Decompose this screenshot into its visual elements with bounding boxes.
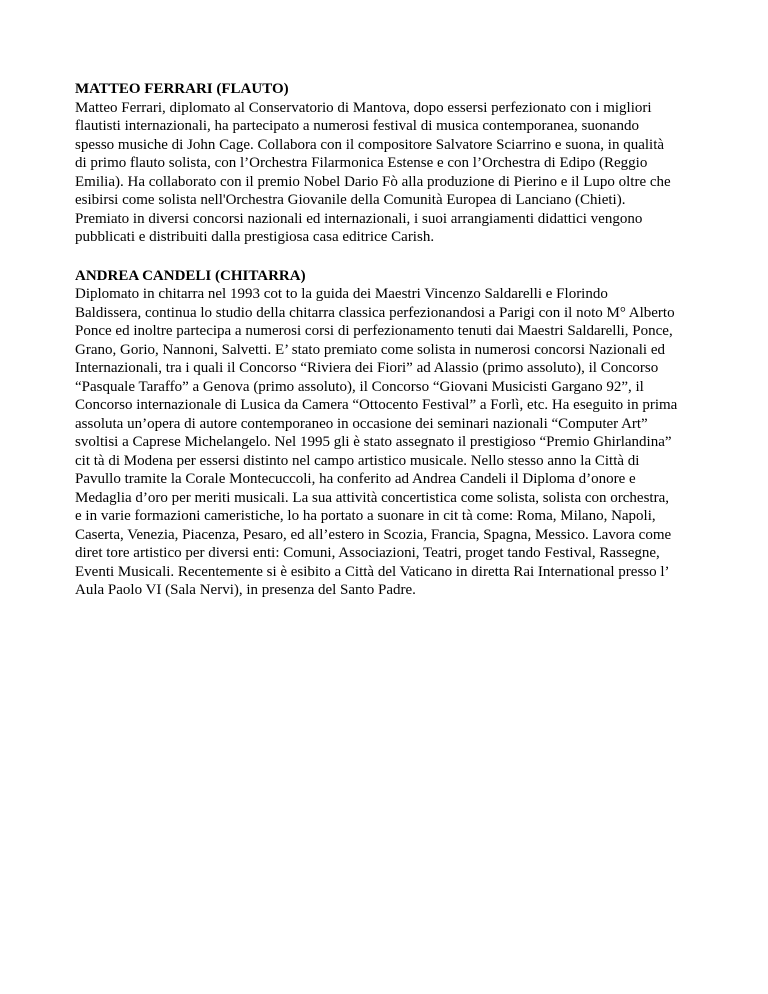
text-line: svoltisi a Caprese Michelangelo. Nel 1995 gli è stato assegnato il prestigioso “Premio Ghirlandina”	[75, 434, 672, 450]
text-line: “Pasquale Taraffo” a Genova (primo assoluto), il Concorso “Giovani Musicisti Gargano 92”, il	[75, 378, 644, 395]
section-heading: MATTEO FERRARI (FLAUTO)	[75, 81, 289, 97]
text-line: flautisti internazionali, ha partecipato a numerosi festival di musica contemporanea, suonando	[75, 118, 639, 134]
text-line: di primo flauto solista, con l’Orchestra Filarmonica Estense e con l’Orchestra di Edipo (Reggio	[75, 155, 648, 171]
text-line: spesso musiche di John Cage. Collabora con il compositore Salvatore Sciarrino e suona, in qualità	[75, 136, 665, 153]
text-line: esibirsi come solista nell'Orchestra Giovanile della Comunità Europea di Lanciano (Chieti).	[75, 192, 626, 208]
section-heading: ANDREA CANDELI (CHITARRA)	[75, 267, 306, 284]
text-line: Internazionali, tra i quali il Concorso “Riviera dei Fiori” ad Alassio (primo assoluto), il Concorso	[75, 360, 659, 376]
section-body	[75, 99, 715, 247]
text-line: Baldissera, continua lo studio della chitarra classica perfezionandosi a Parigi con il noto M° Alberto	[75, 304, 675, 321]
bio-section-andrea-candeli	[75, 267, 715, 600]
section-body	[75, 285, 715, 600]
text-line: cit tà di Modena per essersi distinto nel campo artistico musicale. Nello stesso anno la Città di	[75, 452, 640, 469]
text-line: Diplomato in chitarra nel 1993 cot to la guida dei Maestri Vincenzo Saldarelli e Florindo	[75, 286, 608, 302]
text-line: Emilia). Ha collaborato con il premio Nobel Dario Fò alla produzione di Pierino e il Lupo oltre che	[75, 173, 671, 190]
text-line: Medaglia d’oro per meriti musicali. La sua attività concertistica come solista, solista con orchestra,	[75, 489, 669, 506]
text-line: diret tore artistico per diversi enti: Comuni, Associazioni, Teatri, proget tando Festival, Rassegne,	[75, 545, 660, 561]
text-line: assoluta un’opera di autore contemporaneo in occasione dei seminari nazionali “Computer Art”	[75, 415, 648, 432]
text-line: Grano, Gorio, Nannoni, Salvetti. E’ stato premiato come solista in numerosi concorsi Nazionali ed	[75, 341, 665, 358]
text-line: Pavullo tramite la Corale Montecuccoli, ha conferito ad Andrea Candeli il Diploma d’onore e	[75, 471, 636, 487]
document-page	[75, 80, 715, 620]
text-line: e in varie formazioni cameristiche, lo ha portato a suonare in cit tà come: Roma, Milano, Napoli,	[75, 508, 656, 524]
text-line: Aula Paolo VI (Sala Nervi), in presenza del Santo Padre.	[75, 582, 416, 598]
text-line: Ponce ed inoltre partecipa a numerosi corsi di perfezionamento tenuti dai Maestri Saldarelli, Ponce,	[75, 323, 673, 339]
text-line: Premiato in diversi concorsi nazionali ed internazionali, i suoi arrangiamenti didattici vengono	[75, 210, 643, 227]
text-line: Caserta, Venezia, Piacenza, Pesaro, ed all’estero in Scozia, Francia, Spagna, Messico. Lavora come	[75, 526, 672, 543]
text-line: Eventi Musicali. Recentemente si è esibito a Città del Vaticano in diretta Rai International presso l’	[75, 563, 670, 580]
text-line: pubblicati e distribuiti dalla prestigiosa casa editrice Carish.	[75, 229, 435, 245]
bio-section-matteo-ferrari	[75, 80, 715, 247]
text-line: Matteo Ferrari, diplomato al Conservatorio di Mantova, dopo essersi perfezionato con i migliori	[75, 99, 652, 116]
text-line: Concorso internazionale di Lusica da Camera “Ottocento Festival” a Forlì, etc. Ha eseguito in prima	[75, 397, 678, 413]
